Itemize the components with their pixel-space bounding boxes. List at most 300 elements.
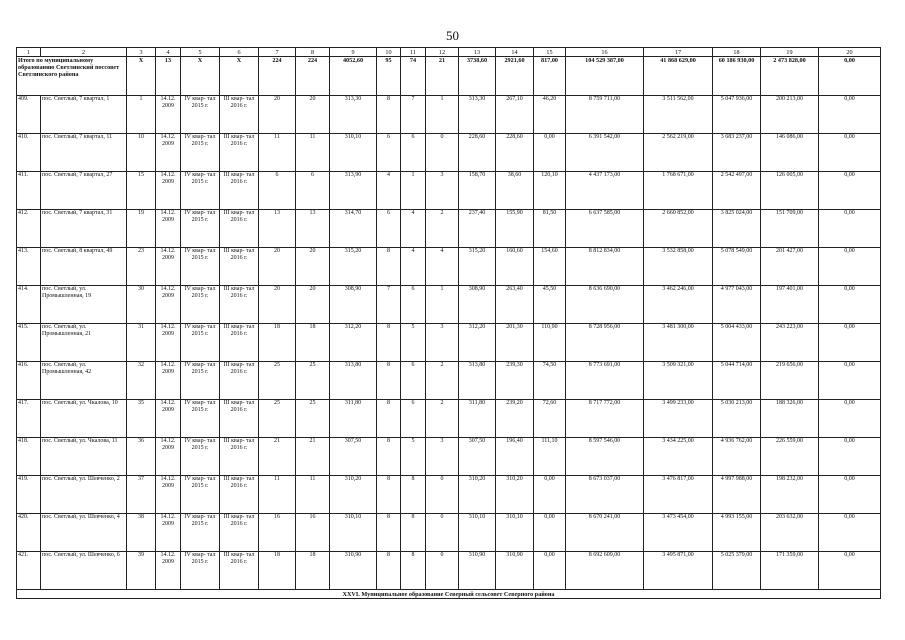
table-row [17, 476, 881, 514]
cell-c10: 4 [377, 172, 401, 210]
cell-c3: 39 [127, 552, 156, 590]
cost-cell-19: 188 326,00 [761, 400, 819, 438]
cost-cell-17: 1 768 671,00 [644, 172, 713, 210]
cost-cell-20: 0,00 [819, 476, 881, 514]
column-number: 4 [156, 48, 181, 57]
cell-c7: 18 [259, 552, 296, 590]
end-quarter-cell: III квар- тал 2016 г. [220, 324, 259, 362]
cell-c10: 8 [377, 324, 401, 362]
cell-c10: 8 [377, 514, 401, 552]
cell-c13: 307,50 [459, 438, 496, 476]
cell-c10: 8 [377, 476, 401, 514]
cell-c15: 46,20 [534, 96, 566, 134]
cell-c7: 25 [259, 400, 296, 438]
row-number: 419. [17, 476, 41, 514]
start-quarter-cell: IV квар- тал 2015 г. [181, 400, 220, 438]
date-cell: 14.12. 2009 [156, 400, 181, 438]
cell-c7: 11 [259, 134, 296, 172]
cell-c8: 18 [296, 324, 330, 362]
address-cell: пос. Светлый, ул. Промышленная, 21 [41, 324, 127, 362]
total-label: Итого по муниципальному образованию Светлинский поссовет Светлинского района [17, 57, 127, 96]
cell-c3: 37 [127, 476, 156, 514]
cost-cell-19: 200 213,00 [761, 96, 819, 134]
cost-total-cell: 8 728 956,00 [566, 324, 644, 362]
cell-c15: 72,60 [534, 400, 566, 438]
cost-total-cell: 4 437 173,00 [566, 172, 644, 210]
cell-c8: 25 [296, 400, 330, 438]
cell-c8: 25 [296, 362, 330, 400]
end-quarter-cell: III квар- тал 2016 г. [220, 362, 259, 400]
cost-cell-18: 5 025 379,00 [713, 552, 761, 590]
table-row [17, 96, 881, 134]
cell-c10: 8 [377, 438, 401, 476]
cell-c12: 1 [426, 286, 459, 324]
cell-c10: 6 [377, 134, 401, 172]
total-cell: 4052,60 [330, 57, 377, 96]
cost-cell-18: 4 977 043,00 [713, 286, 761, 324]
cost-cell-19: 171 359,00 [761, 552, 819, 590]
cell-c14: 263,40 [496, 286, 534, 324]
address-cell: пос. Светлый, 7 квартал, 27 [41, 172, 127, 210]
column-number: 19 [761, 48, 819, 57]
cell-c14: 310,20 [496, 476, 534, 514]
cell-c14: 310,90 [496, 552, 534, 590]
start-quarter-cell: IV квар- тал 2015 г. [181, 362, 220, 400]
column-number: 13 [459, 48, 496, 57]
end-quarter-cell: III квар- тал 2016 г. [220, 400, 259, 438]
column-number: 5 [181, 48, 220, 57]
total-cell: 104 529 387,00 [566, 57, 644, 96]
cell-c13: 313,30 [459, 96, 496, 134]
table-row [17, 514, 881, 552]
total-cell: 2 473 828,00 [761, 57, 819, 96]
area-cell: 307,50 [330, 438, 377, 476]
total-cell: X [127, 57, 156, 96]
cell-c13: 315,20 [459, 248, 496, 286]
cell-c8: 21 [296, 438, 330, 476]
cell-c12: 2 [426, 362, 459, 400]
cost-cell-17: 3 481 300,00 [644, 324, 713, 362]
start-quarter-cell: IV квар- тал 2015 г. [181, 172, 220, 210]
area-cell: 310,10 [330, 514, 377, 552]
cell-c11: 7 [401, 96, 426, 134]
date-cell: 14.12. 2009 [156, 438, 181, 476]
column-number: 17 [644, 48, 713, 57]
cost-cell-18: 4 993 155,00 [713, 514, 761, 552]
area-cell: 313,30 [330, 96, 377, 134]
column-number-row [17, 48, 881, 57]
cell-c11: 8 [401, 552, 426, 590]
cost-total-cell: 8 670 241,00 [566, 514, 644, 552]
end-quarter-cell: III квар- тал 2016 г. [220, 210, 259, 248]
cost-cell-18: 4 997 988,00 [713, 476, 761, 514]
row-number: 411. [17, 172, 41, 210]
cost-cell-18: 5 030 213,00 [713, 400, 761, 438]
cost-cell-20: 0,00 [819, 210, 881, 248]
cell-c13: 312,20 [459, 324, 496, 362]
cell-c3: 30 [127, 286, 156, 324]
cell-c14: 155,90 [496, 210, 534, 248]
address-cell: пос. Светлый, 7 квартал, 31 [41, 210, 127, 248]
cell-c14: 201,30 [496, 324, 534, 362]
row-number: 410. [17, 134, 41, 172]
cell-c14: 196,40 [496, 438, 534, 476]
date-cell: 14.12. 2009 [156, 134, 181, 172]
total-cell: 21 [426, 57, 459, 96]
column-number: 16 [566, 48, 644, 57]
cost-cell-19: 198 232,00 [761, 476, 819, 514]
cell-c3: 35 [127, 400, 156, 438]
cell-c15: 0,00 [534, 134, 566, 172]
cell-c12: 0 [426, 476, 459, 514]
start-quarter-cell: IV квар- тал 2015 г. [181, 514, 220, 552]
column-number: 15 [534, 48, 566, 57]
date-cell: 14.12. 2009 [156, 96, 181, 134]
cell-c10: 8 [377, 96, 401, 134]
cell-c13: 308,90 [459, 286, 496, 324]
cell-c15: 111,10 [534, 438, 566, 476]
cost-cell-17: 3 511 562,00 [644, 96, 713, 134]
cost-cell-17: 3 532 858,00 [644, 248, 713, 286]
cell-c11: 4 [401, 248, 426, 286]
row-number: 421. [17, 552, 41, 590]
cost-total-cell: 8 773 691,00 [566, 362, 644, 400]
column-number: 12 [426, 48, 459, 57]
total-cell: 95 [377, 57, 401, 96]
start-quarter-cell: IV квар- тал 2015 г. [181, 286, 220, 324]
address-cell: пос. Светлый, ул. Шевченко, 2 [41, 476, 127, 514]
row-number: 413. [17, 248, 41, 286]
column-number: 20 [819, 48, 881, 57]
date-cell: 14.12. 2009 [156, 324, 181, 362]
start-quarter-cell: IV квар- тал 2015 г. [181, 248, 220, 286]
cell-c14: 228,60 [496, 134, 534, 172]
cost-total-cell: 8 692 609,00 [566, 552, 644, 590]
cell-c3: 32 [127, 362, 156, 400]
cell-c12: 0 [426, 514, 459, 552]
address-cell: пос. Светлый, ул. Промышленная, 19 [41, 286, 127, 324]
end-quarter-cell: III квар- тал 2016 г. [220, 248, 259, 286]
date-cell: 14.12. 2009 [156, 552, 181, 590]
area-cell: 314,70 [330, 210, 377, 248]
cell-c13: 228,60 [459, 134, 496, 172]
cell-c11: 4 [401, 210, 426, 248]
table-row [17, 438, 881, 476]
cost-cell-19: 226 559,00 [761, 438, 819, 476]
cell-c12: 4 [426, 248, 459, 286]
cost-cell-17: 3 434 225,00 [644, 438, 713, 476]
cell-c14: 310,10 [496, 514, 534, 552]
cell-c7: 20 [259, 248, 296, 286]
cost-cell-19: 197 401,00 [761, 286, 819, 324]
cell-c7: 16 [259, 514, 296, 552]
date-cell: 14.12. 2009 [156, 210, 181, 248]
area-cell: 310,90 [330, 552, 377, 590]
cell-c14: 160,60 [496, 248, 534, 286]
section-title: XXVI. Муниципальное образование Северный сельсовет Северного района [17, 590, 881, 599]
cost-cell-20: 0,00 [819, 324, 881, 362]
area-cell: 315,20 [330, 248, 377, 286]
cell-c15: 110,90 [534, 324, 566, 362]
row-number: 415. [17, 324, 41, 362]
cell-c14: 239,20 [496, 400, 534, 438]
total-cell: 224 [296, 57, 330, 96]
column-number: 18 [713, 48, 761, 57]
cell-c12: 3 [426, 324, 459, 362]
table-row [17, 134, 881, 172]
cell-c15: 154,60 [534, 248, 566, 286]
total-row [17, 57, 881, 96]
column-number: 10 [377, 48, 401, 57]
cost-cell-18: 3 683 237,00 [713, 134, 761, 172]
row-number: 417. [17, 400, 41, 438]
date-cell: 14.12. 2009 [156, 286, 181, 324]
cell-c11: 6 [401, 286, 426, 324]
row-number: 409. [17, 96, 41, 134]
cell-c15: 45,50 [534, 286, 566, 324]
cost-cell-20: 0,00 [819, 286, 881, 324]
table-row [17, 248, 881, 286]
cell-c8: 20 [296, 96, 330, 134]
end-quarter-cell: III квар- тал 2016 г. [220, 286, 259, 324]
cost-cell-20: 0,00 [819, 514, 881, 552]
cell-c3: 31 [127, 324, 156, 362]
cell-c7: 21 [259, 438, 296, 476]
cell-c7: 18 [259, 324, 296, 362]
date-cell: 14.12. 2009 [156, 172, 181, 210]
cell-c8: 20 [296, 286, 330, 324]
cell-c11: 5 [401, 438, 426, 476]
row-number: 420. [17, 514, 41, 552]
cell-c15: 81,50 [534, 210, 566, 248]
address-cell: пос. Светлый, ул. Шевченко, 6 [41, 552, 127, 590]
cell-c11: 5 [401, 324, 426, 362]
cost-cell-20: 0,00 [819, 172, 881, 210]
cell-c3: 15 [127, 172, 156, 210]
cell-c8: 11 [296, 134, 330, 172]
cell-c15: 0,00 [534, 476, 566, 514]
cell-c8: 13 [296, 210, 330, 248]
cell-c13: 311,80 [459, 400, 496, 438]
cell-c10: 8 [377, 552, 401, 590]
area-cell: 310,10 [330, 134, 377, 172]
cost-total-cell: 6 637 585,00 [566, 210, 644, 248]
cell-c8: 6 [296, 172, 330, 210]
cell-c8: 18 [296, 552, 330, 590]
address-cell: пос. Светлый, ул. Шевченко, 4 [41, 514, 127, 552]
cell-c11: 6 [401, 134, 426, 172]
area-cell: 313,80 [330, 362, 377, 400]
table-row [17, 172, 881, 210]
total-cell: X [181, 57, 220, 96]
cell-c15: 120,10 [534, 172, 566, 210]
column-number: 3 [127, 48, 156, 57]
cell-c12: 2 [426, 210, 459, 248]
cost-cell-18: 5 047 936,00 [713, 96, 761, 134]
end-quarter-cell: III квар- тал 2016 г. [220, 172, 259, 210]
address-cell: пос. Светлый, 7 квартал, 1 [41, 96, 127, 134]
cell-c12: 3 [426, 172, 459, 210]
cost-cell-19: 219 656,00 [761, 362, 819, 400]
cost-cell-20: 0,00 [819, 400, 881, 438]
start-quarter-cell: IV квар- тал 2015 г. [181, 438, 220, 476]
area-cell: 311,80 [330, 400, 377, 438]
cell-c3: 38 [127, 514, 156, 552]
cost-cell-17: 3 499 233,00 [644, 400, 713, 438]
cost-cell-20: 0,00 [819, 552, 881, 590]
cell-c13: 313,80 [459, 362, 496, 400]
cost-cell-18: 4 936 762,00 [713, 438, 761, 476]
cell-c3: 10 [127, 134, 156, 172]
cost-total-cell: 8 673 037,00 [566, 476, 644, 514]
date-cell: 14.12. 2009 [156, 476, 181, 514]
cost-cell-17: 3 462 246,00 [644, 286, 713, 324]
date-cell: 14.12. 2009 [156, 514, 181, 552]
cost-cell-17: 3 473 454,00 [644, 514, 713, 552]
cost-cell-19: 146 086,00 [761, 134, 819, 172]
cell-c11: 6 [401, 400, 426, 438]
end-quarter-cell: III квар- тал 2016 г. [220, 96, 259, 134]
cost-cell-19: 126 005,00 [761, 172, 819, 210]
cell-c10: 8 [377, 362, 401, 400]
address-cell: пос. Светлый, ул. Чкалова, 11 [41, 438, 127, 476]
cost-cell-19: 203 632,00 [761, 514, 819, 552]
cell-c15: 0,00 [534, 552, 566, 590]
address-cell: пос. Светлый, ул. Чкалова, 10 [41, 400, 127, 438]
total-cell: 60 186 930,00 [713, 57, 761, 96]
cell-c7: 6 [259, 172, 296, 210]
total-cell: 74 [401, 57, 426, 96]
end-quarter-cell: III квар- тал 2016 г. [220, 552, 259, 590]
cost-cell-19: 243 223,00 [761, 324, 819, 362]
column-number: 14 [496, 48, 534, 57]
cell-c7: 20 [259, 286, 296, 324]
cost-cell-17: 3 509 321,00 [644, 362, 713, 400]
cell-c7: 11 [259, 476, 296, 514]
cell-c10: 8 [377, 400, 401, 438]
cell-c10: 7 [377, 286, 401, 324]
cell-c12: 3 [426, 438, 459, 476]
cell-c12: 0 [426, 134, 459, 172]
cost-cell-18: 5 078 549,00 [713, 248, 761, 286]
cell-c8: 20 [296, 248, 330, 286]
cell-c7: 20 [259, 96, 296, 134]
table-row [17, 552, 881, 590]
area-cell: 313,90 [330, 172, 377, 210]
table-row [17, 286, 881, 324]
cell-c10: 8 [377, 248, 401, 286]
table-row [17, 210, 881, 248]
cost-cell-18: 2 542 497,00 [713, 172, 761, 210]
date-cell: 14.12. 2009 [156, 362, 181, 400]
cell-c12: 1 [426, 96, 459, 134]
table-row [17, 400, 881, 438]
cell-c12: 0 [426, 552, 459, 590]
area-cell: 308,90 [330, 286, 377, 324]
cost-cell-17: 2 660 852,00 [644, 210, 713, 248]
cost-cell-19: 201 427,00 [761, 248, 819, 286]
column-number: 9 [330, 48, 377, 57]
cost-cell-18: 5 044 714,00 [713, 362, 761, 400]
total-cell: 2921,60 [496, 57, 534, 96]
cell-c8: 11 [296, 476, 330, 514]
cost-total-cell: 8 717 772,00 [566, 400, 644, 438]
cell-c13: 310,90 [459, 552, 496, 590]
table-row [17, 324, 881, 362]
cost-total-cell: 6 391 542,00 [566, 134, 644, 172]
cost-cell-17: 3 495 871,00 [644, 552, 713, 590]
page-number: 50 [446, 28, 459, 43]
cell-c3: 1 [127, 96, 156, 134]
total-cell: X [220, 57, 259, 96]
row-number: 418. [17, 438, 41, 476]
cost-cell-20: 0,00 [819, 362, 881, 400]
cell-c14: 239,30 [496, 362, 534, 400]
cost-cell-20: 0,00 [819, 248, 881, 286]
start-quarter-cell: IV квар- тал 2015 г. [181, 210, 220, 248]
column-number: 1 [17, 48, 41, 57]
cell-c15: 74,50 [534, 362, 566, 400]
cost-total-cell: 8 597 546,00 [566, 438, 644, 476]
start-quarter-cell: IV квар- тал 2015 г. [181, 476, 220, 514]
address-cell: пос. Светлый, 7 квартал, 11 [41, 134, 127, 172]
row-number: 414. [17, 286, 41, 324]
cell-c3: 36 [127, 438, 156, 476]
cost-cell-17: 3 476 817,00 [644, 476, 713, 514]
cost-cell-19: 151 709,00 [761, 210, 819, 248]
cost-cell-20: 0,00 [819, 96, 881, 134]
row-number: 416. [17, 362, 41, 400]
column-number: 7 [259, 48, 296, 57]
address-cell: пос. Светлый, ул. Промышленная, 42 [41, 362, 127, 400]
end-quarter-cell: III квар- тал 2016 г. [220, 438, 259, 476]
cell-c11: 1 [401, 172, 426, 210]
total-cell: 817,00 [534, 57, 566, 96]
cell-c7: 13 [259, 210, 296, 248]
cell-c11: 8 [401, 476, 426, 514]
start-quarter-cell: IV квар- тал 2015 г. [181, 324, 220, 362]
column-number: 11 [401, 48, 426, 57]
cost-cell-18: 3 825 024,00 [713, 210, 761, 248]
total-cell: 3738,60 [459, 57, 496, 96]
row-number: 412. [17, 210, 41, 248]
cost-total-cell: 8 759 711,00 [566, 96, 644, 134]
end-quarter-cell: III квар- тал 2016 г. [220, 134, 259, 172]
address-cell: пос. Светлый, 8 квартал, 49 [41, 248, 127, 286]
table-row [17, 362, 881, 400]
cost-cell-20: 0,00 [819, 438, 881, 476]
total-cell: 224 [259, 57, 296, 96]
cell-c13: 158,70 [459, 172, 496, 210]
area-cell: 312,20 [330, 324, 377, 362]
cell-c8: 16 [296, 514, 330, 552]
column-number: 8 [296, 48, 330, 57]
area-cell: 310,20 [330, 476, 377, 514]
cell-c12: 2 [426, 400, 459, 438]
start-quarter-cell: IV квар- тал 2015 г. [181, 552, 220, 590]
cell-c13: 310,20 [459, 476, 496, 514]
cost-total-cell: 8 636 690,00 [566, 286, 644, 324]
total-cell: 0,00 [819, 57, 881, 96]
column-number: 6 [220, 48, 259, 57]
register-table [16, 47, 881, 599]
column-number: 2 [41, 48, 127, 57]
cell-c13: 237,40 [459, 210, 496, 248]
cell-c11: 6 [401, 362, 426, 400]
cell-c3: 19 [127, 210, 156, 248]
cell-c7: 25 [259, 362, 296, 400]
section-row [17, 590, 881, 599]
